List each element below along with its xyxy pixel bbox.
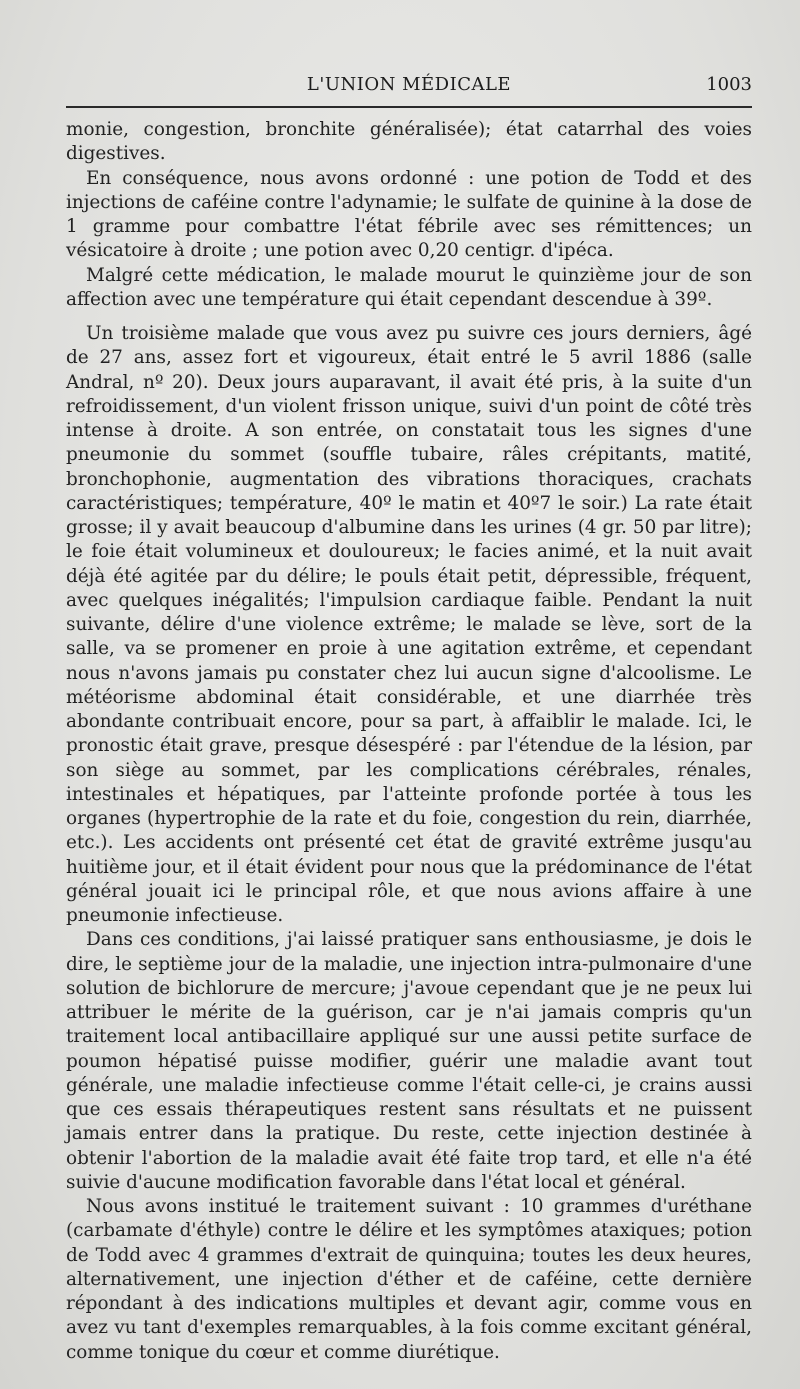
header-rule xyxy=(66,106,752,108)
paragraph: Dans ces conditions, j'ai laissé pratiquer sans enthousiasme, je dois le dire, le septième jour de la maladie, une injection intra-pulmonaire d'une solution de bichlorure de mercure; j'avoue cependant que je ne peux lui attribuer le mérite de la guérison, car je n'ai jamais compris qu'un traitement local antibacillaire appliqué sur une aussi petite surface de poumon hépatisé puisse modifier, guérir une maladie avant tout générale, une maladie infectieuse comme l'était celle-ci, je crains aussi que ces essais thérapeutiques restent sans résultats et ne puissent jamais entrer dans la pratique. Du reste, cette injection destinée à obtenir l'abortion de la maladie avait été faite trop tard, et elle n'a été suivie d'aucune modification favorable dans l'état local et général. xyxy=(66,929,752,1193)
paragraph: Malgré cette médication, le malade mourut le quinzième jour de son affection avec une température qui était cependant descendue à 39º. xyxy=(66,264,752,310)
page-number: 1003 xyxy=(706,74,752,95)
body-text xyxy=(66,118,752,1365)
paragraph: Nous avons institué le traitement suivant : 10 grammes d'uréthane (carbamate d'éthyle) contre le délire et les symptômes ataxiques; potion de Todd avec 4 grammes d'extrait de quinquina; toutes les deux heures, alternativement, une injection d'éther et de caféine, cette dernière répondant à des indications multiples et devant agir, comme vous en avez vu tant d'exemples remarquables, à la fois comme excitant général, comme tonique du cœur et comme diurétique. xyxy=(66,1196,752,1363)
paragraph: Un troisième malade que vous avez pu suivre ces jours derniers, âgé de 27 ans, assez fort et vigoureux, était entré le 5 avril 1886 (salle Andral, nº 20). Deux jours auparavant, il avait été pris, à la suite d'un refroidissement, d'un violent frisson unique, suivi d'un point de côté très intense à droite. A son entrée, on constatait tous les signes d'une pneumonie du sommet (souffle tubaire, râles crépitants, matité, bronchophonie, augmentation des vibrations thoraciques, crachats caractéristiques; température, 40º le matin et 40º7 le soir.) La rate était grosse; il y avait beaucoup d'albumine dans les urines (4 gr. 50 par litre); le foie était volumineux et douloureux; le facies animé, et la nuit avait déjà été agitée par du délire; le pouls était petit, dépressible, fréquent, avec quelques inégalités; l'impulsion cardiaque faible. Pendant la nuit suivante, délire d'une violence extrême; le malade se lève, sort de la salle, va se promener en proie à une agitation extrême, et cependant nous n'avons jamais pu constater chez lui aucun signe d'alcoolisme. Le météorisme abdominal était considérable, et une diarrhée très abondante contribuait encore, pour sa part, à affaiblir le malade. Ici, le pronostic était grave, presque désespéré : par l'étendue de la lésion, par son siège au sommet, par les complications cérébrales, rénales, intestinales et hépatiques, par l'atteinte profonde portée à tous les organes (hypertrophie de la rate et du foie, congestion du rein, diarrhée, etc.). Les accidents ont présenté cet état de gravité extrême jusqu'au huitième jour, et il était évident pour nous que la prédominance de l'état général jouait ici le principal rôle, et que nous avions affaire à une pneumonie infectieuse. xyxy=(66,323,752,926)
running-title: L'UNION MÉDICALE xyxy=(306,74,512,95)
paragraph: En conséquence, nous avons ordonné : une potion de Todd et des injections de caféine contre l'adynamie; le sulfate de quinine à la dose de 1 gramme pour combattre l'état fébrile avec ses rémittences; un vésicatoire à droite ; une potion avec 0,20 centigr. d'ipéca. xyxy=(66,167,752,262)
page-header xyxy=(66,74,752,100)
paragraph: monie, congestion, bronchite généralisée); état catarrhal des voies digestives. xyxy=(66,119,752,165)
